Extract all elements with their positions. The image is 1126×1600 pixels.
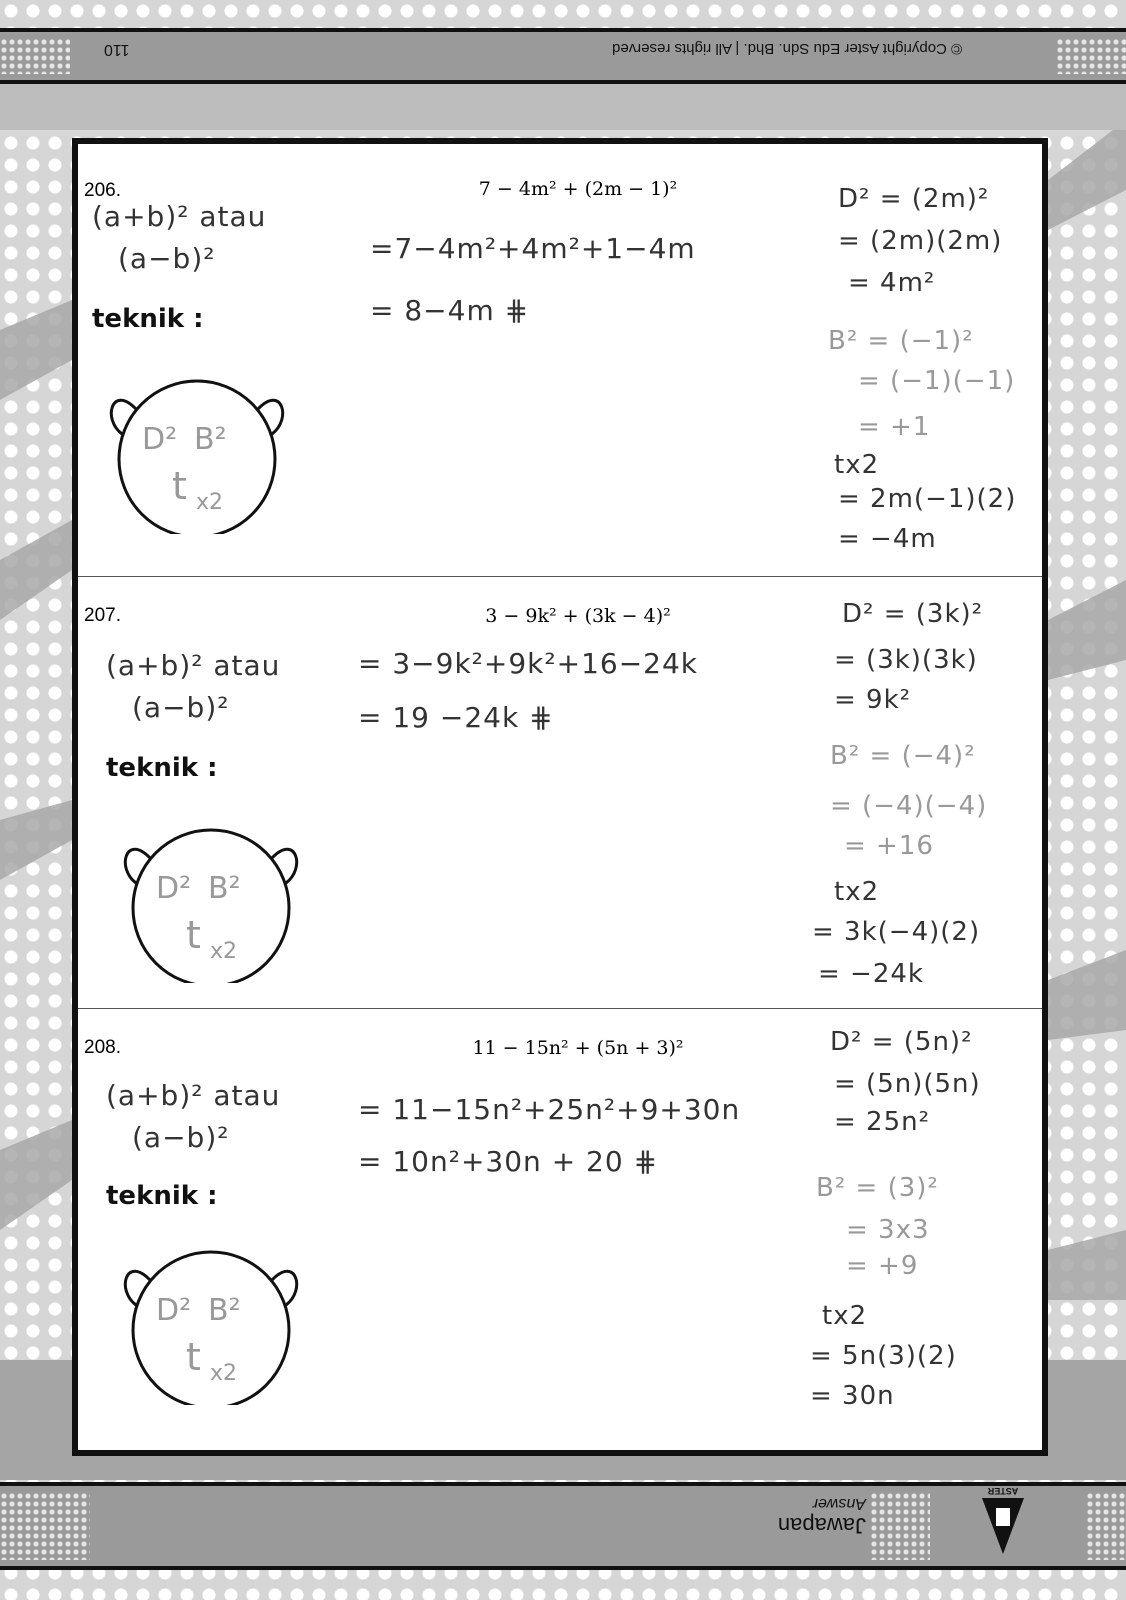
hint-line: (a+b)² atau: [106, 1079, 281, 1112]
problem-question: 3 − 9k² + (3k − 4)²: [485, 605, 671, 627]
problem-row: [78, 576, 1042, 1009]
svg-text:t: t: [186, 1335, 201, 1379]
teknik-label: teknik :: [106, 753, 218, 783]
side-step: = 9k²: [834, 685, 912, 715]
side-step: D² = (2m)²: [838, 184, 990, 214]
side-step: = 25n²: [834, 1107, 931, 1137]
hint-line: (a+b)² atau: [92, 200, 267, 233]
svg-text:B²: B²: [208, 1293, 241, 1328]
svg-text:D²: D²: [142, 422, 178, 457]
brand-main: Jawapan: [777, 1513, 866, 1538]
svg-text:D²: D²: [156, 871, 192, 906]
side-step: = +16: [844, 831, 934, 861]
problem-question: 7 − 4m² + (2m − 1)²: [478, 178, 678, 200]
bear-diagram-icon: [102, 364, 292, 534]
footer-dot-pattern: [1086, 1492, 1126, 1560]
side-step: = (2m)(2m): [838, 226, 1003, 256]
bear-diagram-icon: [116, 1235, 306, 1405]
brand-label: [766, 1494, 866, 1538]
side-step: B² = (−1)²: [828, 326, 974, 356]
svg-text:B²: B²: [194, 422, 227, 457]
side-step: = −4m: [838, 524, 937, 554]
svg-text:x2: x2: [210, 939, 238, 964]
brand-sub: Answer: [812, 1495, 866, 1512]
svg-text:t: t: [172, 464, 187, 508]
header-dot-pattern: [1056, 38, 1126, 74]
problem-number: 208.: [84, 1037, 121, 1058]
side-step: D² = (5n)²: [830, 1027, 973, 1057]
hint-line: (a−b)²: [132, 1121, 230, 1154]
footer-band: [0, 1482, 1126, 1570]
svg-text:x2: x2: [196, 490, 224, 515]
side-step: B² = (−4)²: [830, 741, 976, 771]
side-step: D² = (3k)²: [842, 599, 984, 629]
svg-text:D²: D²: [156, 1293, 192, 1328]
hint-line: (a−b)²: [118, 242, 216, 275]
side-step: = 30n: [810, 1381, 895, 1411]
side-step: = (3k)(3k): [834, 645, 978, 675]
side-step: = (−4)(−4): [830, 791, 988, 821]
side-step: = 4m²: [848, 268, 936, 298]
side-step: tx2: [834, 450, 880, 480]
working-line: = 8−4m ⋕: [370, 294, 530, 327]
footer-dot-pattern: [0, 1492, 90, 1560]
side-step: tx2: [822, 1301, 868, 1331]
problem-row: [78, 144, 1042, 576]
problem-row: [78, 1008, 1042, 1451]
teknik-label: teknik :: [106, 1181, 218, 1211]
aster-logo-icon: [978, 1486, 1028, 1558]
svg-text:x2: x2: [210, 1361, 238, 1386]
working-line: =7−4m²+4m²+1−4m: [370, 232, 696, 265]
side-step: tx2: [834, 877, 880, 907]
footer-dot-pattern: [870, 1492, 930, 1560]
bear-diagram-icon: [116, 813, 306, 983]
side-step: = 3x3: [846, 1215, 930, 1245]
teknik-label: teknik :: [92, 304, 204, 334]
working-line: = 10n²+30n + 20 ⋕: [358, 1145, 659, 1178]
problem-question: 11 − 15n² + (5n + 3)²: [472, 1037, 684, 1059]
side-step: = 5n(3)(2): [810, 1341, 957, 1371]
side-step: = +9: [846, 1251, 919, 1281]
working-line: = 3−9k²+9k²+16−24k: [358, 647, 698, 680]
header-dot-pattern: [0, 38, 70, 74]
side-step: = (5n)(5n): [834, 1069, 981, 1099]
side-step: B² = (3)²: [816, 1173, 939, 1203]
svg-text:ASTER: ASTER: [987, 1486, 1019, 1496]
copyright-text: © Copyright Aster Edu Sdn. Bhd. | All rights reserved: [612, 40, 963, 57]
working-line: = 19 −24k ⋕: [358, 701, 554, 734]
svg-text:t: t: [186, 913, 201, 957]
hint-line: (a−b)²: [132, 691, 230, 724]
side-step: = −24k: [818, 959, 924, 989]
side-step: = 2m(−1)(2): [838, 484, 1017, 514]
working-line: = 11−15n²+25n²+9+30n: [358, 1093, 741, 1126]
page-number: 110: [104, 41, 130, 58]
problem-number: 207.: [84, 605, 121, 626]
side-step: = 3k(−4)(2): [812, 917, 981, 947]
side-step: = (−1)(−1): [858, 366, 1016, 396]
svg-text:B²: B²: [208, 871, 241, 906]
problem-number: 206.: [84, 180, 121, 201]
side-step: = +1: [858, 412, 931, 442]
hint-line: (a+b)² atau: [106, 649, 281, 682]
answer-card: [72, 138, 1048, 1456]
